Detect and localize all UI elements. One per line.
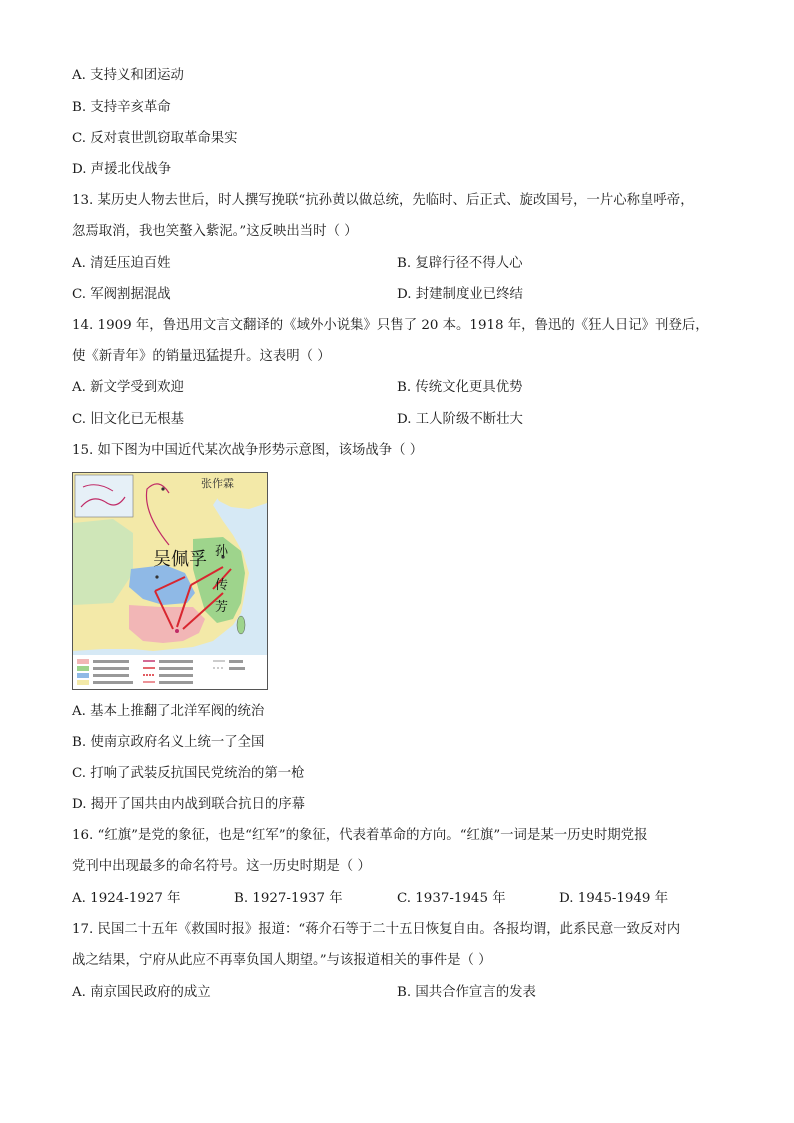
q16-option-d: D. 1945-1949 年 <box>559 891 669 906</box>
q14-stem-line2: 使《新青年》的销量迅猛提升。这表明（ ） <box>72 349 331 364</box>
q12-option-c: C. 反对袁世凯窃取革命果实 <box>72 131 238 146</box>
q13-option-b: B. 复辟行径不得人心 <box>397 256 523 271</box>
q15-option-d: D. 揭开了国共由内战到联合抗日的序幕 <box>72 797 306 812</box>
q16-stem-line2: 党刊中出现最多的命名符号。这一历史时期是（ ） <box>72 859 371 874</box>
map-label-sun-2: 传 <box>215 578 229 593</box>
q12-option-d: D. 声援北伐战争 <box>72 162 172 177</box>
legend-text-7 <box>159 674 193 677</box>
q14-stem-line1: 14. 1909 年，鲁迅用文言文翻译的《域外小说集》只售了 20 本。1918 年，鲁迅的《狂人日记》刊登后， <box>72 318 709 333</box>
q13-stem-line1: 13. 某历史人物去世后，时人撰写挽联“抗孙黄以做总统，先临时、后正式、旋改国号，一片心称皇呼帝， <box>72 193 694 208</box>
q12-option-b: B. 支持辛亥革命 <box>72 100 171 115</box>
legend-swatch-3 <box>77 673 89 678</box>
q14-option-d: D. 工人阶级不断壮大 <box>397 412 523 427</box>
q13-option-d: D. 封建制度业已终结 <box>397 287 523 302</box>
legend-text-3 <box>93 674 129 677</box>
legend-text-6 <box>159 667 193 670</box>
map-city-beijing <box>161 487 164 490</box>
legend-swatch-4 <box>77 680 89 685</box>
q14-option-b: B. 传统文化更具优势 <box>397 380 523 395</box>
map-city-guangzhou <box>175 629 179 633</box>
q15-option-b: B. 使南京政府名义上统一了全国 <box>72 735 265 750</box>
map-city-wuhan <box>155 575 158 578</box>
legend-text-5 <box>159 660 193 663</box>
q16-option-c: C. 1937-1945 年 <box>397 891 506 906</box>
legend-swatch-1 <box>77 659 89 664</box>
legend-text-9 <box>229 660 243 663</box>
map-label-wu-peifu: 吴佩孚 <box>153 549 207 570</box>
q15-stem: 15. 如下图为中国近代某次战争形势示意图，该场战争（ ） <box>72 443 424 458</box>
map-inset <box>75 475 133 517</box>
map-label-sun-3: 芳 <box>215 600 229 615</box>
q13-option-c: C. 军阀割据混战 <box>72 287 171 302</box>
legend-text-4 <box>93 681 133 684</box>
q16-option-b: B. 1927-1937 年 <box>234 891 343 906</box>
q17-option-a: A. 南京国民政府的成立 <box>72 985 211 1000</box>
q16-option-a: A. 1924-1927 年 <box>72 891 181 906</box>
legend-text-2 <box>93 667 129 670</box>
q15-option-c: C. 打响了武装反抗国民党统治的第一枪 <box>72 766 305 781</box>
legend-swatch-2 <box>77 666 89 671</box>
q17-stem-line1: 17. 民国二十五年《救国时报》报道：“蒋介石等于二十五日恢复自由。各报均谓，此系民意一致反对内 <box>72 922 681 937</box>
northern-expedition-map <box>72 472 268 690</box>
q15-option-a: A. 基本上推翻了北洋军阀的统治 <box>72 704 265 719</box>
q17-stem-line2: 战之结果，宁府从此应不再辜负国人期望。”与该报道相关的事件是（ ） <box>72 953 492 968</box>
q17-option-b: B. 国共合作宣言的发表 <box>397 985 536 1000</box>
map-label-sun-1: 孙 <box>215 544 229 559</box>
legend-text-8 <box>159 681 193 684</box>
map-figure <box>73 473 267 689</box>
q16-stem-line1: 16. “红旗”是党的象征，也是“红军”的象征，代表着革命的方向。“红旗”一词是某一历史时期党报 <box>72 828 648 843</box>
legend-text-1 <box>93 660 129 663</box>
map-taiwan <box>237 616 245 634</box>
legend-text-10 <box>229 667 245 670</box>
q13-option-a: A. 清廷压迫百姓 <box>72 256 171 271</box>
q13-stem-line2: 忽焉取消，我也笑螯入紫泥。”这反映出当时（ ） <box>72 224 358 239</box>
q14-option-c: C. 旧文化已无根基 <box>72 412 185 427</box>
q12-option-a: A. 支持义和团运动 <box>72 68 184 83</box>
q14-option-a: A. 新文学受到欢迎 <box>72 380 184 395</box>
map-label-zhang-zuolin: 张作霖 <box>201 477 234 490</box>
